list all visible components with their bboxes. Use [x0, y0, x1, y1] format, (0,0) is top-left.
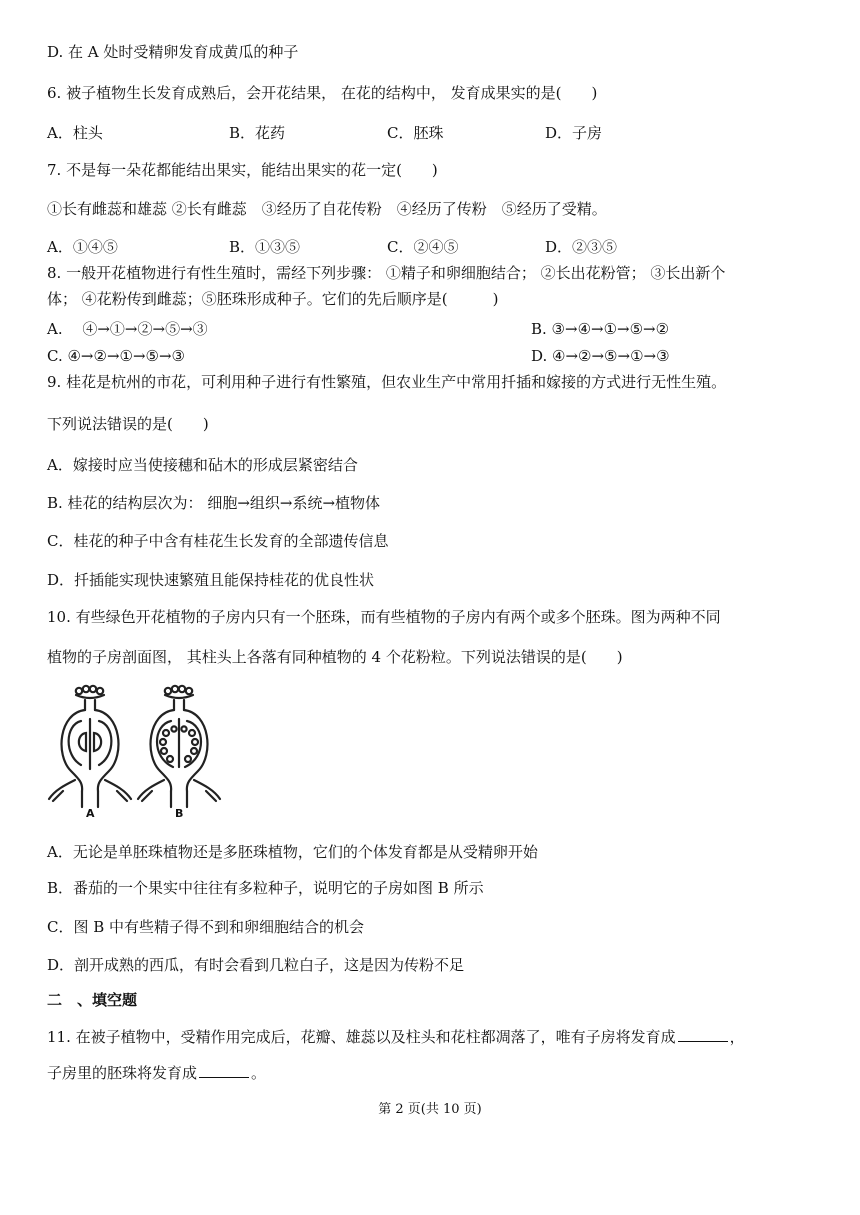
q7-items: ①长有雌蕊和雄蕊 ②长有雌蕊 ③经历了自花传粉 ④经历了传粉 ⑤经历了受精。: [47, 200, 607, 218]
ovary-b: [138, 686, 220, 807]
q10-option-d: D．剖开成熟的西瓜，有时会看到几粒白子，这是因为传粉不足: [47, 956, 465, 974]
q7-stem: 7. 不是每一朵花都能结出果实，能结出果实的花一定( ): [47, 161, 438, 179]
q10-stem-line2: 植物的子房剖面图， 其柱头上各落有同种植物的 4 个花粉粒。下列说法错误的是( ): [47, 648, 623, 666]
section-title-fill-in: 二 、填空题: [47, 991, 138, 1009]
q8-option-a: A. ④→①→②→⑤→③: [47, 320, 208, 338]
q8-stem-line1: 8. 一般开花植物进行有性生殖时，需经下列步骤： ①精子和卵细胞结合； ②长出花粉管； ③长出新个: [47, 264, 726, 282]
q10-option-c: C．图 B 中有些精子得不到和卵细胞结合的机会: [47, 918, 365, 936]
q11-blank-1[interactable]: [678, 1027, 728, 1042]
q7-option-c: C．②④⑤: [387, 238, 459, 256]
q11-blank-2[interactable]: [199, 1063, 249, 1078]
q9-stem-line2: 下列说法错误的是( ): [47, 415, 209, 433]
q8-option-b: B. ③→④→①→⑤→②: [531, 320, 670, 338]
q8-stem-line2: 体； ④花粉传到雌蕊；⑤胚珠形成种子。它们的先后顺序是( ): [47, 290, 499, 308]
q8-option-c: C. ④→②→①→⑤→③: [47, 347, 185, 365]
q10-stem-line1: 10. 有些绿色开花植物的子房内只有一个胚珠，而有些植物的子房内有两个或多个胚珠。图为两种不同: [47, 608, 721, 626]
q7-option-d: D．②③⑤: [545, 238, 618, 256]
q9-stem-line1: 9. 桂花是杭州的市花，可利用种子进行有性繁殖，但农业生产中常用扦插和嫁接的方式进行无性生殖。: [47, 373, 727, 391]
q11-line2: [47, 1063, 266, 1083]
q9-option-c: C．桂花的种子中含有桂花生长发育的全部遗传信息: [47, 532, 389, 550]
q9-option-b: B. 桂花的结构层次为： 细胞→组织→系统→植物体: [47, 494, 381, 512]
q8-option-d: D. ④→②→⑤→①→③: [531, 347, 670, 365]
ovary-diagram: [45, 683, 225, 823]
q6-option-d: D．子房: [545, 124, 603, 142]
figure-label-a: A: [86, 807, 95, 820]
page-footer: 第 2 页(共 10 页): [378, 1102, 482, 1117]
q11-text-part1: 11. 在被子植物中，受精作用完成后，花瓣、雄蕊以及柱头和花柱都凋落了，唯有子房将发育成: [47, 1028, 676, 1046]
ovary-a: [49, 686, 131, 807]
q5-option-d: D. 在 A 处时受精卵发育成黄瓜的种子: [47, 43, 299, 61]
q6-option-b: B．花药: [229, 124, 286, 142]
q11-line1: [47, 1027, 745, 1047]
q6-option-a: A．柱头: [47, 124, 103, 142]
q11-text-part2: ，: [729, 1028, 745, 1046]
q10-option-b: B．番茄的一个果实中往往有多粒种子，说明它的子房如图 B 所示: [47, 879, 484, 897]
q7-option-a: A．①④⑤: [47, 238, 118, 256]
q9-option-a: A．嫁接时应当使接穗和砧木的形成层紧密结合: [47, 456, 358, 474]
q10-option-a: A．无论是单胚珠植物还是多胚珠植物，它们的个体发育都是从受精卵开始: [47, 843, 538, 861]
q11-text-part4: 。: [251, 1064, 267, 1082]
q9-option-d: D．扦插能实现快速繁殖且能保持桂花的优良性状: [47, 571, 375, 589]
q6-option-c: C．胚珠: [387, 124, 444, 142]
q11-text-part3: 子房里的胚珠将发育成: [47, 1064, 198, 1082]
figure-label-b: B: [175, 807, 184, 820]
ovary-section-figure: [45, 683, 225, 823]
q6-stem: 6. 被子植物生长发育成熟后，会开花结果， 在花的结构中， 发育成果实的是( ): [47, 84, 598, 102]
q7-option-b: B．①③⑤: [229, 238, 301, 256]
